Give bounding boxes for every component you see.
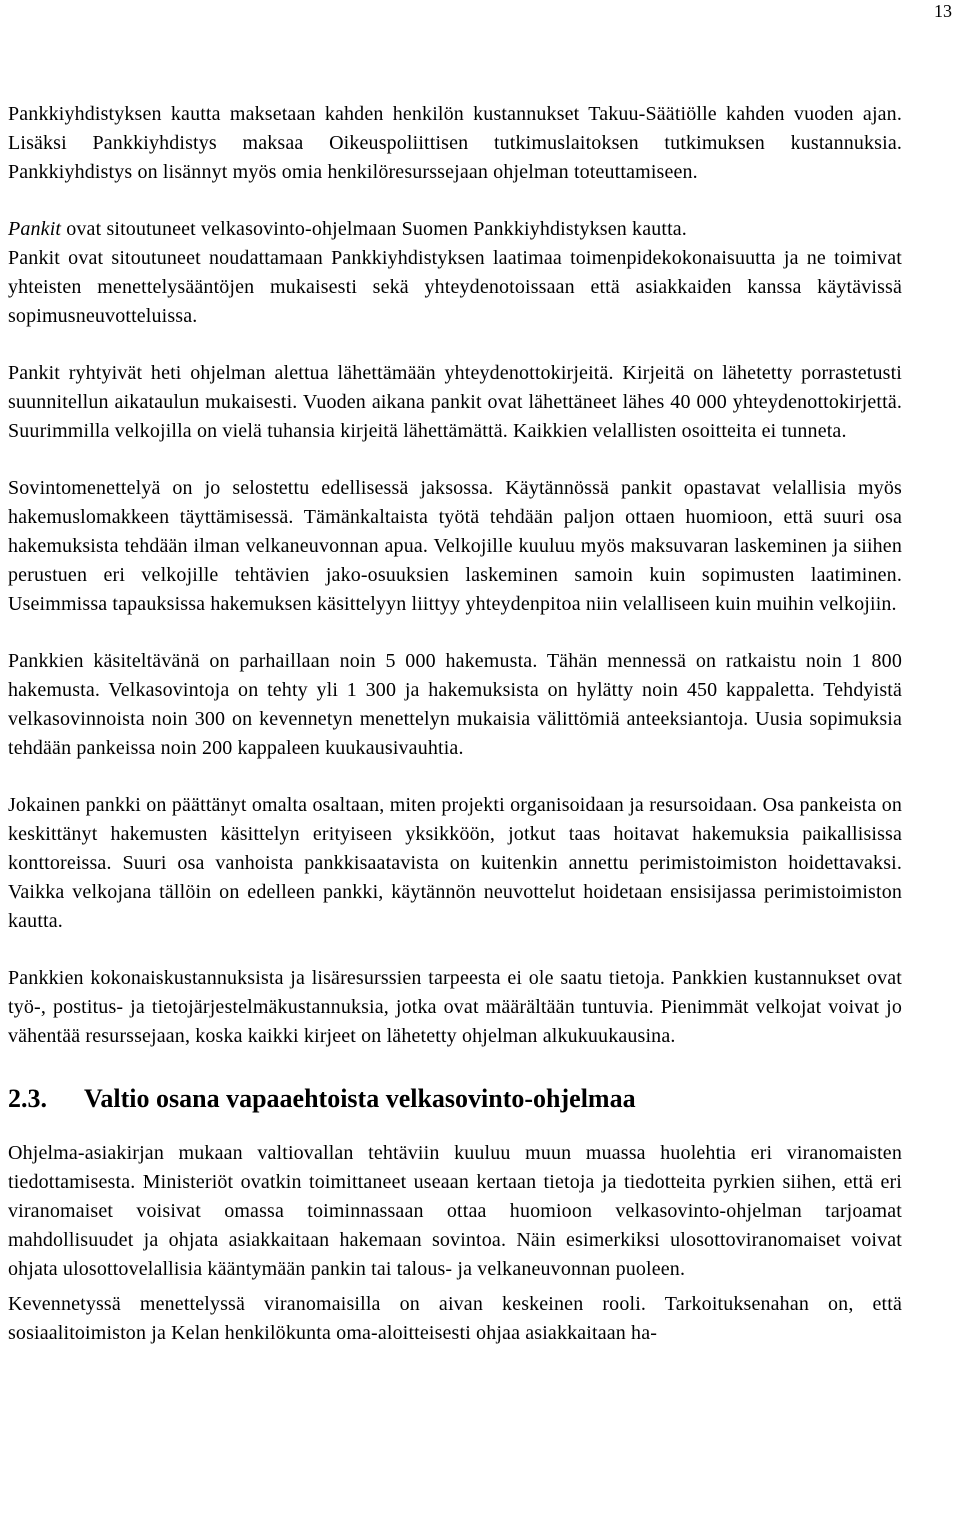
document-body bbox=[8, 100, 902, 1348]
italic-lead: Pankit bbox=[8, 218, 62, 240]
paragraph-costs: Pankkien kokonaiskustannuksista ja lisäresurssien tarpeesta ei ole saatu tietoja. Pankkien kustannukset ovat työ-, postitus- ja tietojärjestelmäkustannuksia, jotka ovat määrältään tuntuvia. Pienimmät velkojat voivat jo vähentää resurssejaan, koska kaikki kirjeet on lähetetty ohjelman alkukuukausina. bbox=[8, 967, 902, 1047]
paragraph-application-stats: Pankkien käsiteltävänä on parhaillaan noin 5 000 hakemusta. Tähän mennessä on ratkaistu noin 1 800 hakemusta. Velkasovintoja on tehty yli 1 300 ja hakemuksista on hylätty noin 450 kappaletta. Tehdyistä velkasovinnoista noin 300 on kevennetyn menettelyn mukaisia välittömiä anteeksiantoja. Uusia sopimuksia tehdään pankeissa noin 200 kappaleen kuukausivauhtia. bbox=[8, 650, 902, 759]
paragraph-banks-commitment bbox=[8, 215, 902, 331]
paragraph-organisation: Jokainen pankki on päättänyt omalta osaltaan, miten projekti organisoidaan ja resursoidaan. Osa pankeista on keskittänyt hakemusten käsittelyn erityiseen yksikköön, jotkut taas hoitavat hakemuksia paikallisissa konttoreissa. Suuri osa vanhoista pankkisaatavista on kuitenkin annettu perimistoimiston hoidettavaksi. Vaikka velkojana tällöin on edelleen pankki, käytännön neuvottelut hoidetaan ensisijassa perimistoimiston kautta. bbox=[8, 794, 902, 932]
paragraph-state-role: Ohjelma-asiakirjan mukaan valtiovallan tehtäviin kuuluu muun muassa huolehtia eri viranomaisten tiedottamisesta. Ministeriöt ovatkin toimittaneet useaan kertaan tietoja ja tiedotteita pyrkien siihen, että eri viranomaiset voisivat omassa toiminnassaan ottaa huomioon velkasovinto-ohjelman tarjoamat mahdollisuudet ja ohjata asiakkaitaan hakemaan sovintoa. Näin esimerkiksi ulosottoviranomaiset voivat ohjata ulosottovelallisia kääntymään pankin tai talous- ja velkaneuvonnan puoleen. bbox=[8, 1142, 902, 1280]
section-number: 2.3. bbox=[8, 1084, 47, 1113]
paragraph-authorities: Kevennetyssä menettelyssä viranomaisilla on aivan keskeinen rooli. Tarkoituksenahan on, että sosiaalitoimiston ja Kelan henkilökunta oma-aloitteisesti ohjaa asiakkaitaan ha- bbox=[8, 1293, 902, 1344]
paragraph-letters: Pankit ryhtyivät heti ohjelman alettua lähettämään yhteydenottokirjeitä. Kirjeitä on lähetetty porrastetusti suunnitellun aikataulun mukaisesti. Vuoden aikana pankit ovat lähettäneet lähes 40 000 yhteydenottokirjettä. Suurimmilla velkojilla on vielä tuhansia kirjeitä lähettämättä. Kaikkien velallisten osoitteita ei tunneta. bbox=[8, 362, 902, 442]
paragraph-settlement-process: Sovintomenettelyä on jo selostettu edellisessä jaksossa. Käytännössä pankit opastavat velallisia myös hakemuslomakkeen täyttämisessä. Tämänkaltaista työtä tehdään paljon ottaen huomioon, että suuri osa hakemuksista tehdään ilman velkaneuvonnan apua. Velkojille kuuluu myös maksuvaran laskeminen ja siihen perustuen eri velkojille tehtävien jako-osuuksien laskeminen samoin kuin sopimusten laatiminen. Useimmissa tapauksissa hakemuksen käsittelyyn liittyy yhteydenpitoa niin velalliseen kuin muihin velkojiin. bbox=[8, 477, 902, 615]
section-title: Valtio osana vapaaehtoista velkasovinto-ohjelmaa bbox=[84, 1084, 636, 1113]
section-heading bbox=[8, 1083, 902, 1115]
lead-line-text: ovat sitoutuneet velkasovinto-ohjelmaan Suomen Pankkiyhdistyksen kautta. bbox=[61, 218, 687, 240]
page-number: 13 bbox=[934, 1, 952, 21]
paragraph-body-text: Pankit ovat sitoutuneet noudattamaan Pankkiyhdistyksen laatimaa toimenpidekokonaisuutta ja ne toimivat yhteisten menettelysääntöjen mukaisesti sekä yhteydenotoissaan että asiakkaiden kanssa käytävissä sopimusneuvotteluissa. bbox=[8, 247, 902, 327]
paragraph-lead-line bbox=[8, 215, 902, 244]
paragraph-funding: Pankkiyhdistyksen kautta maksetaan kahden henkilön kustannukset Takuu-Säätiölle kahden vuoden ajan. Lisäksi Pankkiyhdistys maksaa Oikeuspoliittisen tutkimuslaitoksen tutkimuksen kustannuksia. Pankkiyhdistys on lisännyt myös omia henkilöresurssejaan ohjelman toteuttamiseen. bbox=[8, 103, 902, 183]
